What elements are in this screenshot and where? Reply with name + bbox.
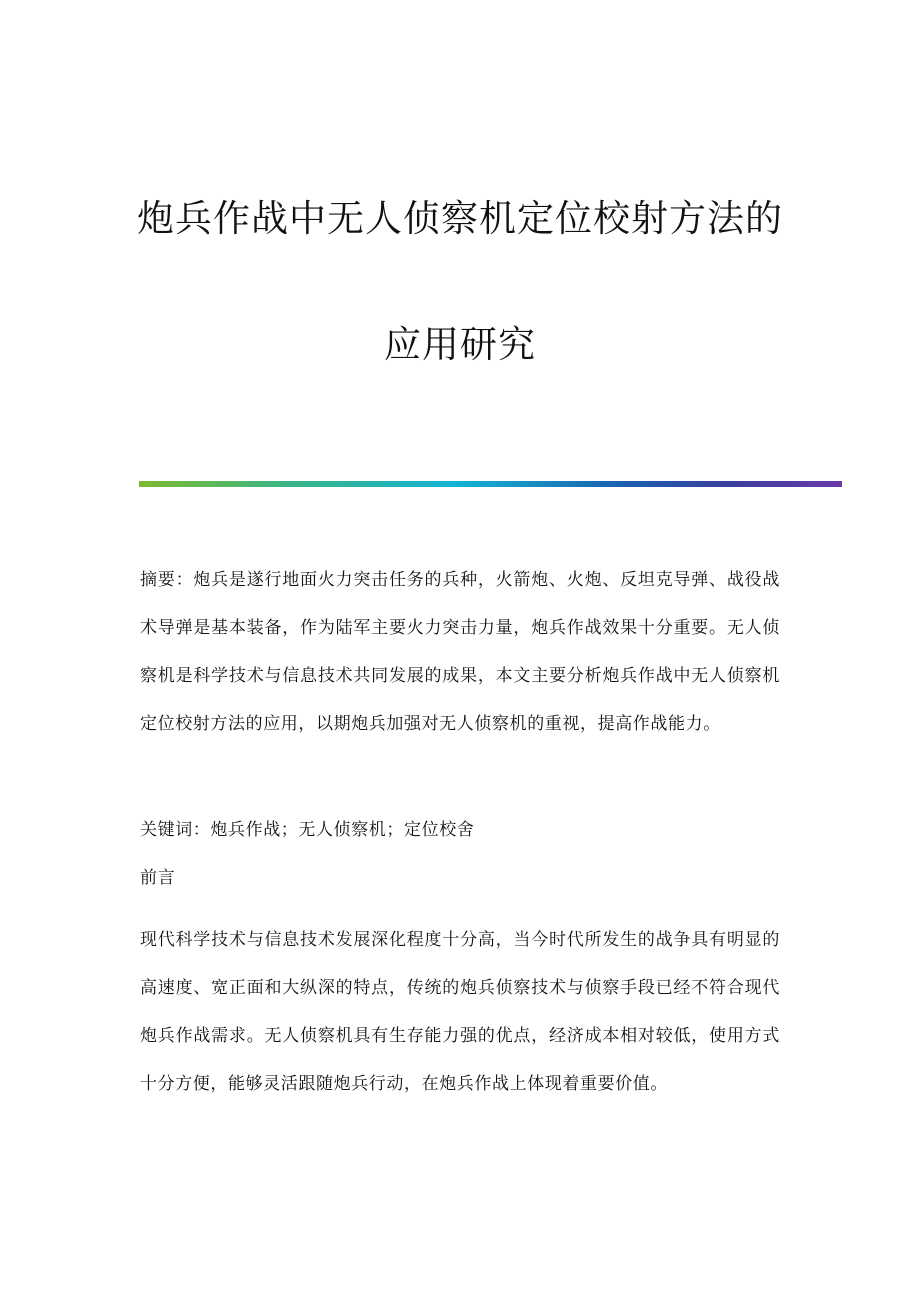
gradient-divider <box>139 481 842 487</box>
preface-heading: 前言 <box>140 868 176 888</box>
abstract-paragraph: 摘要：炮兵是遂行地面火力突击任务的兵种，火箭炮、火炮、反坦克导弹、战役战术导弹是基本装备，作为陆军主要火力突击力量，炮兵作战效果十分重要。无人侦察机是科学技术与信息技术共同发展的成果，本文主要分析炮兵作战中无人侦察机定位校射方法的应用，以期炮兵加强对无人侦察机的重视，提高作战能力。 <box>140 570 780 734</box>
document-title-line-1: 炮兵作战中无人侦察机定位校射方法的 <box>137 197 783 240</box>
preface-paragraph: 现代科学技术与信息技术发展深化程度十分高，当今时代所发生的战争具有明显的高速度、宽正面和大纵深的特点，传统的炮兵侦察技术与侦察手段已经不符合现代炮兵作战需求。无人侦察机具有生存能力强的优点，经济成本相对较低，使用方式十分方便，能够灵活跟随炮兵行动，在炮兵作战上体现着重要价值。 <box>140 930 780 1094</box>
keywords-line: 关键词：炮兵作战；无人侦察机；定位校舍 <box>140 820 475 840</box>
document-title-line-2: 应用研究 <box>384 323 536 366</box>
